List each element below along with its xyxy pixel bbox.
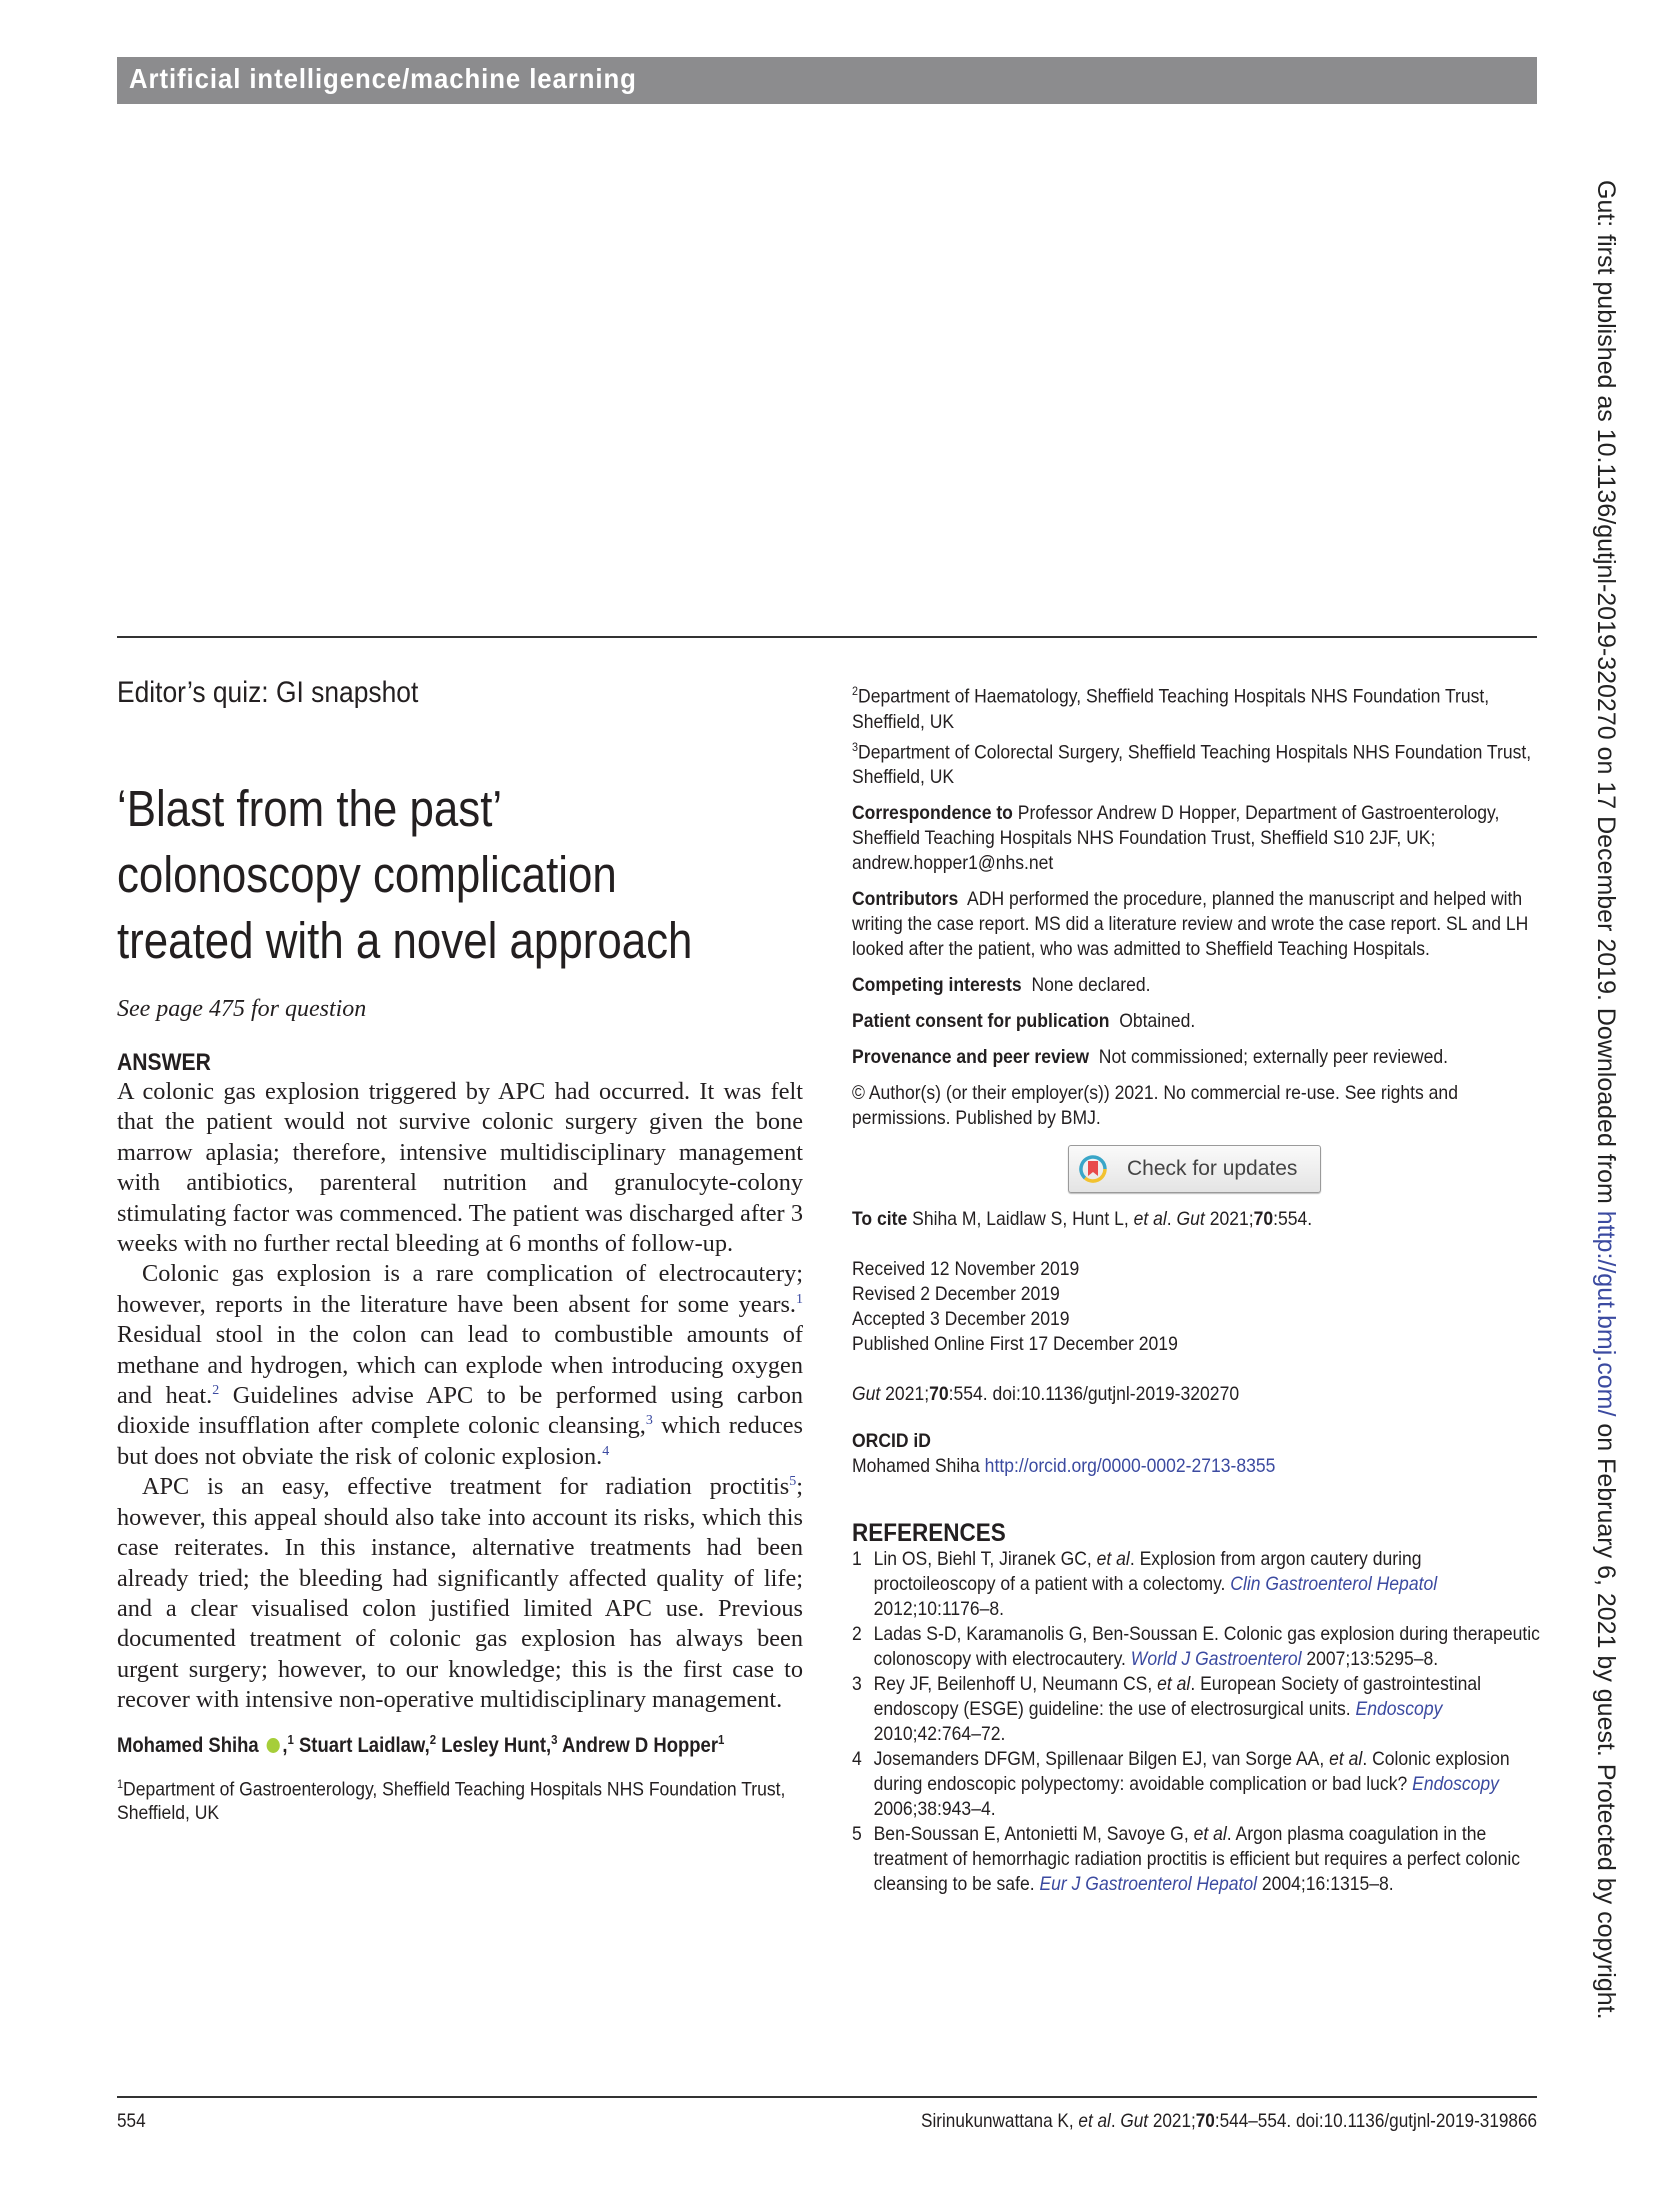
patient-consent (852, 1009, 1541, 1034)
affiliation-text: Department of Gastroenterology, Sheffield Teaching Hospitals NHS Foundation Trust, Sheffield, UK (117, 1778, 786, 1825)
orcid-icon[interactable] (266, 1738, 279, 1753)
to-cite-journal: Gut (1176, 1208, 1205, 1230)
reference-journal-link[interactable]: Eur J Gastroenterol Hepatol (1039, 1873, 1257, 1895)
doi-text: :554. doi:10.1136/gutjnl-2019-320270 (948, 1383, 1240, 1405)
check-for-updates-button[interactable] (1068, 1145, 1321, 1193)
ref-link-5[interactable]: 5 (789, 1474, 797, 1490)
reference-etal: et al (1096, 1548, 1130, 1570)
competing-interests-label: Competing interests (852, 974, 1022, 996)
to-cite-authors: Shiha M, Laidlaw S, Hunt L, (912, 1208, 1134, 1230)
author-name: Lesley Hunt, (441, 1733, 552, 1757)
reference-journal-link[interactable]: Clin Gastroenterol Hepatol (1230, 1573, 1438, 1595)
author-affil-sup: 1 (287, 1731, 294, 1747)
download-notice-suffix: on February 6, 2021 by guest. Protected by copyright. (1592, 1416, 1620, 2020)
doi-year: 2021; (880, 1383, 930, 1405)
reference-title: . Colonic gas explosion during therapeutic colonoscopy with electrocautery. (873, 1623, 1540, 1670)
reference-item (852, 1672, 1541, 1747)
ref-link-3[interactable]: 3 (645, 1413, 653, 1429)
section-banner (117, 57, 1537, 104)
affiliation-text: Department of Colorectal Surgery, Sheffield Teaching Hospitals NHS Foundation Trust, Sheffield, UK (852, 741, 1532, 788)
reference-title: . European Society of gastrointestinal endoscopy (ESGE) guideline: the use of electrosurgical units. (873, 1673, 1482, 1720)
affiliation-sup: 1 (117, 1776, 124, 1791)
reference-item (852, 1622, 1541, 1672)
copyright-notice: © Author(s) (or their employer(s)) 2021. No commercial re-use. See rights and permissions. Published by BMJ. (852, 1082, 1458, 1129)
orcid-section (852, 1429, 1541, 1479)
reference-item (852, 1547, 1541, 1622)
affiliation (852, 735, 1541, 791)
patient-consent-label: Patient consent for publication (852, 1010, 1110, 1032)
date-accepted: Accepted 3 December 2019 (852, 1308, 1070, 1330)
reference-citation: 2006;38:943–4. (873, 1798, 996, 1820)
top-divider (117, 636, 1537, 638)
ref-link-2[interactable]: 2 (212, 1382, 220, 1398)
provenance-text: Not commissioned; externally peer reviewed. (1098, 1046, 1449, 1068)
reference-number: 1 (852, 1548, 862, 1570)
reference-number: 3 (852, 1673, 862, 1695)
footer-journal: Gut (1120, 2110, 1148, 2132)
date-published: Published Online First 17 December 2019 (852, 1333, 1178, 1355)
author-affil-sup: 1 (718, 1731, 725, 1747)
footer-volume: 70 (1195, 2110, 1215, 2132)
text-run: ; however, this appeal should also take into account its risks, which this case reiterates. In this instance, alternative treatments had been already tried; the bleeding had significantly affected quality of life; and a clear visualised colon justified limited APC use. Previous documented treatment of colonic gas explosion has always been urgent surgery; however, to our knowledge; this is the first case to recover with intensive non-operative multidisciplinary management. (117, 1473, 803, 1714)
author-name: Stuart Laidlaw, (298, 1733, 430, 1757)
affiliation (117, 1772, 801, 1826)
article-dates (852, 1257, 1541, 1357)
footer-year: 2021; (1147, 2110, 1196, 2132)
see-page-note[interactable]: See page 475 for question (117, 996, 367, 1022)
download-notice-prefix: Gut: first published as 10.1136/gutjnl-2019-320270 on 17 December 2019. Downloaded from (1592, 180, 1620, 1211)
correspondence-label: Correspondence to (852, 802, 1013, 824)
reference-number: 4 (852, 1748, 862, 1770)
bookmark-ring-icon (1079, 1155, 1107, 1183)
reference-authors: Rey JF, Beilenhoff U, Neumann CS, (873, 1673, 1158, 1695)
doi-journal: Gut (852, 1383, 881, 1405)
to-cite-etal: et al (1133, 1208, 1167, 1230)
reference-number: 2 (852, 1623, 862, 1645)
to-cite-volume: 70 (1253, 1208, 1274, 1230)
orcid-heading: ORCID iD (852, 1430, 931, 1452)
bottom-divider (117, 2096, 1537, 2098)
provenance (852, 1045, 1541, 1070)
contributors-text: ADH performed the procedure, planned the manuscript and helped with writing the case report. MS did a literature review and wrote the case report. SL and LH looked after the patient, who was admitted to Sheffield Teaching Hospitals. (852, 888, 1529, 960)
text-run: APC is an easy, effective treatment for radiation proctitis (142, 1473, 790, 1501)
doi-volume: 70 (929, 1383, 949, 1405)
to-cite-page: :554. (1273, 1208, 1313, 1230)
reference-journal-link[interactable]: Endoscopy (1412, 1773, 1499, 1795)
affiliation-text: Department of Haematology, Sheffield Teaching Hospitals NHS Foundation Trust, Sheffield, UK (852, 685, 1490, 733)
references-heading: REFERENCES (852, 1519, 1006, 1547)
to-cite-label: To cite (852, 1208, 908, 1230)
article-title (117, 776, 707, 974)
reference-citation: 2004;16:1315–8. (1257, 1873, 1394, 1895)
provenance-label: Provenance and peer review (852, 1046, 1090, 1068)
footer-authors: Sirinukunwattana K, (920, 2110, 1079, 2132)
author-list: Mohamed Shiha ,$^1$ Stuart Laidlaw,$^2$ Lesley Hunt,$^3$ Andrew D Hopper$^1$ (117, 1731, 725, 1757)
reference-authors: Ladas S-D, Karamanolis G, Ben-Soussan E (873, 1623, 1215, 1645)
affiliation-sup: 3 (852, 739, 859, 754)
reference-authors: Lin OS, Biehl T, Jiranek GC, (873, 1548, 1097, 1570)
discussion-paragraph (117, 1259, 803, 1472)
reference-authors: Ben-Soussan E, Antonietti M, Savoye G, (873, 1823, 1194, 1845)
contributors-label: Contributors (852, 888, 959, 910)
text-run: Colonic gas explosion is a rare complication of electrocautery; however, reports in the literature have been absent for some years. (117, 1260, 803, 1318)
references-list (852, 1547, 1541, 1897)
ref-link-4[interactable]: 4 (602, 1443, 610, 1459)
reference-title: . Explosion from argon cautery during proctoileoscopy of a patient with a colectomy. (873, 1548, 1422, 1595)
answer-paragraph: A colonic gas explosion triggered by APC had occurred. It was felt that the patient would not survive colonic surgery given the bone marrow aplasia; therefore, intensive multidisciplinary management with antibiotics, parenteral nutrition and granulocyte-colony stimulating factor was commenced. The patient was discharged after 3 weeks with no further rectal bleeding at 6 months of follow-up. (117, 1078, 803, 1258)
reference-authors: Josemanders DFGM, Spillenaar Bilgen EJ, van Sorge AA, (873, 1748, 1330, 1770)
contributors (852, 887, 1541, 962)
reference-etal: et al (1329, 1748, 1363, 1770)
reference-title: . Argon plasma coagulation in the treatment of hemorrhagic radiation proctitis is efficient but requires a perfect colonic cleansing to be safe. (873, 1823, 1521, 1895)
correspondence (852, 801, 1541, 876)
orcid-link[interactable]: http://orcid.org/0000-0002-2713-8355 (984, 1455, 1276, 1477)
author-affil-sup: 3 (551, 1731, 558, 1747)
ref-link-1[interactable]: 1 (796, 1291, 803, 1307)
reference-citation: 2012;10:1176–8. (873, 1598, 1005, 1620)
footer-citation: Sirinukunwattana K, et al. Gut 2021;70:544–554. doi:10.1136/gutjnl-2019-319866 (920, 2110, 1537, 2132)
patient-consent-text: Obtained. (1119, 1010, 1196, 1032)
reference-journal-link[interactable]: Endoscopy (1355, 1698, 1443, 1720)
reference-item (852, 1747, 1541, 1822)
affiliation-sup: 2 (852, 684, 859, 698)
footer-etal: et al (1078, 2110, 1111, 2132)
check-for-updates-label: Check for updates (1127, 1157, 1298, 1180)
journal-site-link[interactable]: http://gut.bmj.com/ (1592, 1210, 1620, 1417)
download-notice (1591, 180, 1620, 2050)
title-line: colonoscopy complication (117, 846, 617, 903)
reference-etal: et al (1157, 1673, 1191, 1695)
author-name: Mohamed Shiha (117, 1733, 259, 1757)
affiliation (852, 679, 1541, 735)
reference-etal: et al (1193, 1823, 1227, 1845)
doi-line (852, 1382, 1541, 1407)
reference-number: 5 (852, 1823, 862, 1845)
reference-citation: 2010;42:764–72. (873, 1723, 1006, 1745)
footer-doi: :544–554. doi:10.1136/gutjnl-2019-319866 (1214, 2110, 1537, 2132)
to-cite: To cite Shiha M, Laidlaw S, Hunt L, et al. Gut 2021;70:554. (852, 1208, 1313, 1230)
competing-interests-text: None declared. (1031, 974, 1151, 996)
correspondence-text: Professor Andrew D Hopper, Department of Gastroenterology, Sheffield Teaching Hospitals NHS Foundation Trust, Sheffield S10 2JF, UK; andrew.hopper1@nhs.net (852, 802, 1500, 874)
competing-interests (852, 973, 1541, 998)
date-received: Received 12 November 2019 (852, 1258, 1080, 1280)
main-column (117, 676, 803, 1825)
page-number: 554 (117, 2110, 146, 2132)
reference-item (852, 1822, 1541, 1897)
text-run: which reduces but does not obviate the risk of colonic explosion. (117, 1412, 803, 1470)
sidebar-column (852, 679, 1542, 1897)
title-line: treated with a novel approach (117, 912, 693, 969)
title-line: ‘Blast from the past’ (117, 780, 503, 837)
article-kicker: Editor’s quiz: GI snapshot (117, 676, 419, 709)
text-run: Guidelines advise APC to be performed using carbon dioxide insufflation after complete colonic cleansing, (117, 1382, 803, 1440)
date-revised: Revised 2 December 2019 (852, 1283, 1060, 1305)
discussion-paragraph (117, 1472, 803, 1715)
reference-title: . Colonic explosion during endoscopic polypectomy: avoidable complication or bad luck? (873, 1748, 1510, 1795)
reference-journal-link[interactable]: World J Gastroenterol (1130, 1648, 1302, 1670)
author-affil-sup: 2 (429, 1731, 437, 1747)
author-name: Andrew D Hopper (561, 1733, 719, 1757)
orcid-author: Mohamed Shiha (852, 1455, 985, 1477)
text-run: Residual stool in the colon can lead to combustible amounts of methane and hydrogen, which can explode when introducing oxygen and heat. (117, 1321, 803, 1410)
answer-heading: ANSWER (117, 1049, 211, 1076)
to-cite-year: 2021; (1204, 1208, 1254, 1230)
reference-citation: 2007;13:5295–8. (1301, 1648, 1439, 1670)
section-banner-label: Artificial intelligence/machine learning (129, 63, 637, 94)
